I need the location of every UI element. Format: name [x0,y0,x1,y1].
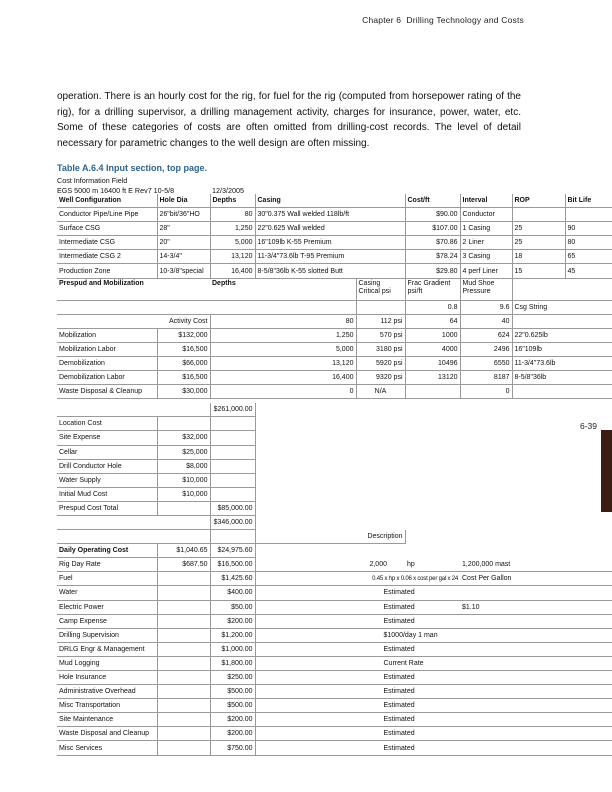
daily-cell: $200.00 [210,614,255,628]
well-cell: Production Zone [57,264,157,278]
well-cell: 11-3/4"73.6lb T-95 Premium [255,250,405,264]
prespud-row [57,328,612,342]
daily-row [57,614,612,628]
daily-cell: Water [57,586,157,600]
daily-cell: Estimated [255,685,460,699]
location-cell: $10,000 [157,487,210,501]
well-cell: 16"109lb K-55 Premium [255,236,405,250]
well-row [57,208,612,222]
header-line: psi/ft [407,287,423,295]
prespud-cell: Demobilization Labor [57,371,157,385]
location-cost-label: Location Cost [57,417,157,431]
well-cell: 14-3/4" [157,250,210,264]
daily-cell: $1,425.60 [210,572,255,586]
well-cell: 28" [157,222,210,236]
location-cell: $8,000 [157,459,210,473]
col-header-casing: Casing [255,194,405,208]
daily-row [57,628,612,642]
prespud-cell: 64 [405,314,460,328]
daily-cell: $250.00 [210,671,255,685]
mud-weight-value: 9.6 [460,300,512,314]
daily-cell: $16,500.00 [210,558,255,572]
table-meta-date: 12/3/2005 [212,186,244,195]
daily-cell: $1,000.00 [210,642,255,656]
well-cell: $29.80 [405,264,460,278]
well-cell: 16,400 [210,264,255,278]
well-cell [565,208,612,222]
daily-cell: $1000/day 1 man [255,628,460,642]
location-cell: Site Expense [57,431,157,445]
daily-cell: Waste Disposal and Cleanup [57,727,157,741]
daily-cell: Rig Day Rate [57,558,157,572]
well-config-header-row [57,194,612,208]
prespud-cell: $16,500 [157,371,210,385]
daily-cell: Estimated [255,741,460,755]
well-cell: $70.86 [405,236,460,250]
well-cell: 22"0.625 Wall welded [255,222,405,236]
well-cell: 30"0.375 Wall welded 118lb/ft [255,208,405,222]
table-title: Table A.6.4 Input section, top page. [57,163,208,173]
prespud-cell: 8187 [460,371,512,385]
prespud-cell: $132,000 [157,328,210,342]
daily-cell [460,586,565,600]
prespud-cell: 13,120 [255,356,356,370]
daily-cell: Estimated [255,671,460,685]
daily-cell [460,713,565,727]
well-cell: Surface CSG [57,222,157,236]
header-line: Critical psi [358,287,391,295]
location-cell: Drill Conductor Hole [57,459,157,473]
daily-cell: 0.45 x hp x 0.06 x cost per gal x 24 [255,572,460,586]
daily-cell: Administrative Overhead [57,685,157,699]
prespud-cell: 80 [255,314,356,328]
prespud-cell: 1,250 [255,328,356,342]
header-line: Casing [358,279,381,287]
cost-input-table [57,194,612,756]
daily-cell: $500.00 [210,699,255,713]
location-cell: $10,000 [157,473,210,487]
activity-row [57,314,612,328]
well-cell: Intermediate CSG 2 [57,250,157,264]
daily-row [57,572,612,586]
well-row [57,236,612,250]
daily-cell: Misc Services [57,741,157,755]
csg-string-label: Csg String [512,300,565,314]
prespud-cell: $16,500 [157,342,210,356]
daily-cell: Estimated [255,699,460,713]
well-cell: $78.24 [405,250,460,264]
daily-cell: $50.00 [210,600,255,614]
daily-cell: DRLG Engr & Management [57,642,157,656]
well-cell: $90.00 [405,208,460,222]
prespud-cell: 13120 [405,371,460,385]
prespud-cell: $30,000 [157,385,210,399]
daily-cell: Drilling Supervision [57,628,157,642]
prespud-cell: 10496 [405,356,460,370]
running-header [362,15,524,25]
table-meta-line-1: Cost Information Field [57,176,128,185]
location-row [57,487,612,501]
prespud-cell: 1000 [405,328,460,342]
col-header-well-config: Well Configuration [57,194,157,208]
daily-cell: Cost Per Gallon [460,572,565,586]
well-cell: 1 Casing [460,222,512,236]
daily-cell [460,656,565,670]
prespud-row [57,356,612,370]
location-row [57,473,612,487]
chapter-label: Chapter 6 [362,15,402,25]
prespud-cell: 0 [255,385,356,399]
daily-row [57,713,612,727]
prespud-cell: 4000 [405,342,460,356]
well-cell: 15 [512,264,565,278]
location-cell: Initial Mud Cost [57,487,157,501]
well-cell [512,208,565,222]
well-cell: 80 [210,208,255,222]
grand-total-row [57,515,612,529]
prespud-cell: 570 psi [356,328,405,342]
daily-row [57,727,612,741]
table-meta-description: EGS 5000 m 16400 ft E Rev7 10-5/8 [57,186,175,195]
well-cell: Intermediate CSG [57,236,157,250]
header-line: Pressure [462,287,491,295]
col-header-bit-life: Bit Life [565,194,612,208]
daily-cell: Estimated [255,600,460,614]
daily-cell [460,741,565,755]
well-cell: Conductor [460,208,512,222]
description-header-row [57,530,612,544]
daily-cell: Estimated [255,642,460,656]
col-header-cost-ft: Cost/ft [405,194,460,208]
prespud-row [57,371,612,385]
prespud-cell: Waste Disposal & Cleanup [57,385,157,399]
col-header-interval: Interval [460,194,512,208]
daily-cell [460,671,565,685]
daily-cell: $1,200.00 [210,628,255,642]
col-header-prespud-depths: Depths [210,278,356,300]
well-cell: 80 [565,236,612,250]
location-cell: Cellar [57,445,157,459]
page-number: 6-39 [580,421,598,431]
well-cell: Conductor Pipe/Line Pipe [57,208,157,222]
well-cell: 90 [565,222,612,236]
prespud-cell: Demobilization [57,356,157,370]
daily-cell: hp [405,558,460,572]
daily-cell: Mud Logging [57,656,157,670]
well-row [57,250,612,264]
prespud-cell: 2496 [460,342,512,356]
daily-cell: $750.00 [210,741,255,755]
prespud-cell: 112 psi [356,314,405,328]
chapter-side-tab [601,430,612,512]
chapter-title: Drilling Technology and Costs [406,15,524,25]
daily-cell: Estimated [255,727,460,741]
col-header-mud-shoe [460,278,512,300]
well-row [57,222,612,236]
well-cell: $107.00 [405,222,460,236]
daily-cell: $500.00 [210,685,255,699]
daily-rate: $1,040.65 [157,544,210,558]
daily-total: $24,975.60 [210,544,255,558]
header-line: Frac Gradient [407,279,451,287]
daily-cell: $1.10 [460,600,565,614]
daily-cell: Fuel [57,572,157,586]
prespud-cell: Mobilization Labor [57,342,157,356]
location-cell: $25,000 [157,445,210,459]
col-header-hole-dia: Hole Dia [157,194,210,208]
location-row [57,459,612,473]
daily-cell: Hole Insurance [57,671,157,685]
prespud-cell: 3180 psi [356,342,405,356]
location-row [57,431,612,445]
prespud-subtotal-row [57,403,612,417]
daily-row [57,699,612,713]
daily-cell: $687.50 [157,558,210,572]
grand-total-value: $346,000.00 [210,515,255,529]
prespud-cell: N/A [356,385,405,399]
well-cell: 10-3/8"special [157,264,210,278]
col-header-rop: ROP [512,194,565,208]
header-line: Mud Shoe [462,279,495,287]
daily-cell: 1,200,000 mast [460,558,565,572]
daily-cell: Estimated [255,586,460,600]
daily-cell [460,614,565,628]
daily-cell: $200.00 [210,713,255,727]
daily-cell: Estimated [255,713,460,727]
prespud-total-label: Prespud Cost Total [57,501,157,515]
well-cell: 26"bit/36"HO [157,208,210,222]
location-cell: $32,000 [157,431,210,445]
daily-row [57,586,612,600]
prespud-total-row [57,501,612,515]
body-paragraph: operation. There is an hourly cost for the rig, for fuel for the rig (computed from horsepower rating of the rig), for a drilling supervisor, a drilling management activity, charges for insurance, power, water, etc. Some of these categories of costs are often omitted from drilling-cost records. The level of detail necessary for parametric changes to the well design are often missing. [57,91,521,149]
well-row [57,264,612,278]
daily-cell [460,628,565,642]
daily-cell [460,685,565,699]
well-cell: 65 [565,250,612,264]
prespud-cell: 0 [460,385,512,399]
prespud-cell: $66,000 [157,356,210,370]
well-cell: 8-5/8"36lb K-55 slotted Butt [255,264,405,278]
prespud-header-row [57,278,612,300]
daily-cost-label: Daily Operating Cost [57,544,157,558]
gradient-row [57,300,612,314]
description-label: Description [255,530,405,544]
well-cell: 1,250 [210,222,255,236]
prespud-cell: 40 [460,314,512,328]
prespud-cell: 6550 [460,356,512,370]
well-cell: 13,120 [210,250,255,264]
well-cell: 18 [512,250,565,264]
daily-cell [460,699,565,713]
well-cell: 3 Casing [460,250,512,264]
daily-cell: Misc Transportation [57,699,157,713]
prespud-row [57,342,612,356]
daily-cell: Electric Power [57,600,157,614]
prespud-cell: 22"0.625lb [512,328,565,342]
prespud-title: Prespud and Mobilization [57,278,157,300]
col-header-depths: Depths [210,194,255,208]
frac-gradient-value: 0.8 [405,300,460,314]
col-header-frac-gradient [405,278,460,300]
daily-row [57,685,612,699]
daily-row [57,642,612,656]
well-cell: 20" [157,236,210,250]
well-cell: 5,000 [210,236,255,250]
prespud-cell: 16"109lb [512,342,565,356]
daily-cell: $400.00 [210,586,255,600]
well-cell: 45 [565,264,612,278]
daily-cell: Current Rate [255,656,460,670]
daily-row [57,671,612,685]
daily-row [57,656,612,670]
daily-header-row [57,544,612,558]
daily-cell: Estimated [255,614,460,628]
daily-cell: Camp Expense [57,614,157,628]
well-cell: 25 [512,222,565,236]
prespud-cell: 16,400 [255,371,356,385]
prespud-cell: 11-3/4"73.6lb [512,356,565,370]
prespud-subtotal: $261,000.00 [210,403,255,417]
daily-row [57,741,612,755]
daily-cell: $200.00 [210,727,255,741]
daily-row [57,558,612,572]
activity-cost-label: Activity Cost [157,314,210,328]
daily-cell [460,642,565,656]
daily-cell: 2,000 [255,558,405,572]
daily-cell: Site Maintenance [57,713,157,727]
location-row [57,445,612,459]
col-header-casing-critical [356,278,405,300]
prespud-cell: 624 [460,328,512,342]
daily-cell: $1,800.00 [210,656,255,670]
prespud-row [57,385,612,399]
daily-cell [460,727,565,741]
well-cell: 4 perf Liner [460,264,512,278]
location-cell: Water Supply [57,473,157,487]
prespud-cell: 8-5/8"36lb [512,371,565,385]
prespud-cell [405,385,460,399]
prespud-cell: 9320 psi [356,371,405,385]
prespud-total-value: $85,000.00 [210,501,255,515]
daily-row [57,600,612,614]
prespud-cell: Mobilization [57,328,157,342]
well-cell: 25 [512,236,565,250]
well-cell: 2 Liner [460,236,512,250]
location-header-row [57,417,612,431]
prespud-cell [512,385,565,399]
prespud-cell: 5920 psi [356,356,405,370]
prespud-cell: 5,000 [255,342,356,356]
